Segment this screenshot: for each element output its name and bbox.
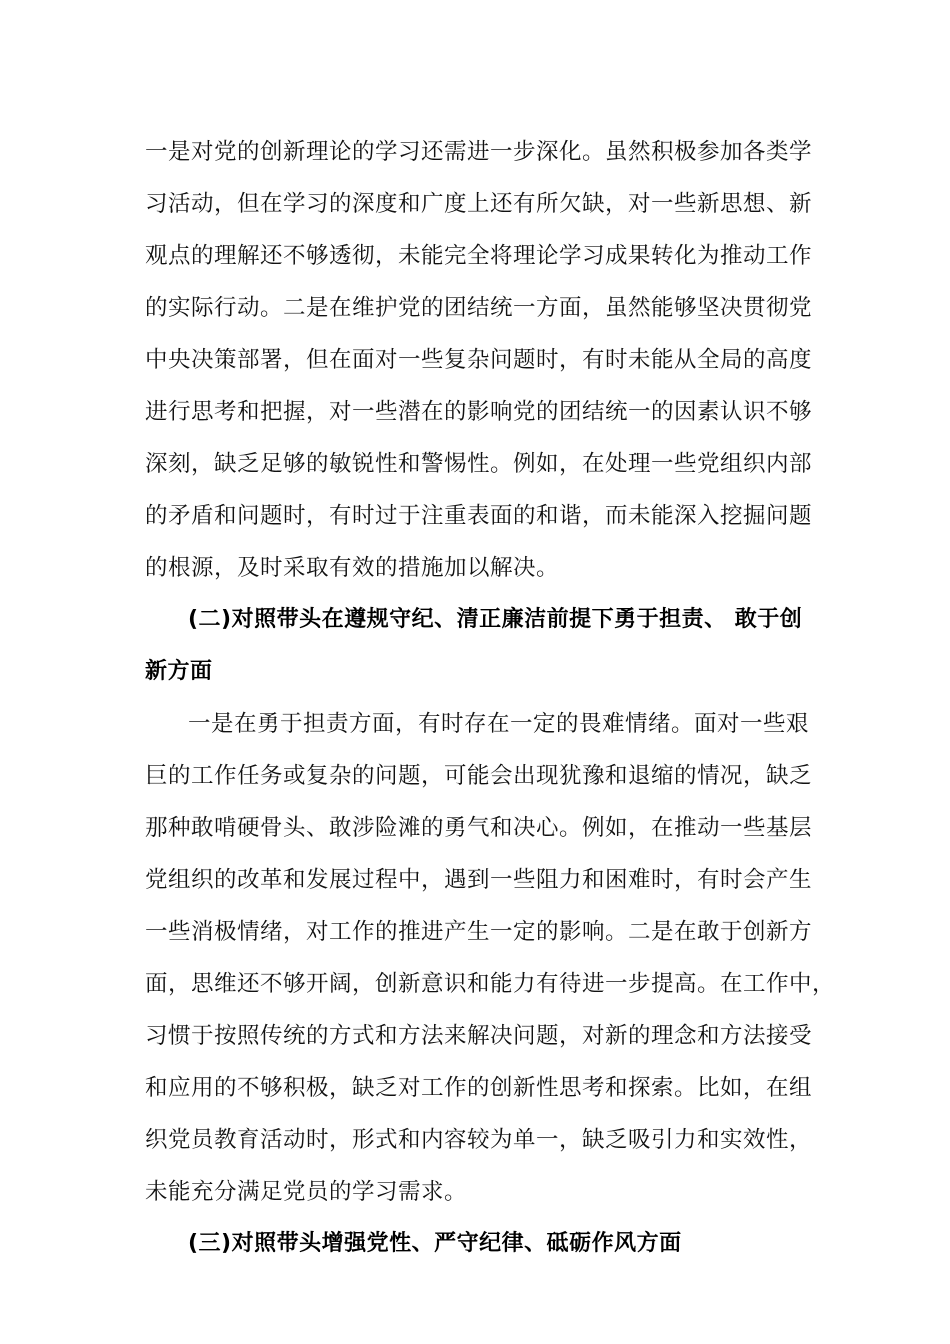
para1-line-5: 中央决策部署，但在面对一些复杂问题时，有时未能从全局的高度 <box>145 347 813 373</box>
section-heading-3: (三)对照带头增强党性、严守纪律、砥砺作风方面 <box>188 1231 682 1256</box>
para2-line-4: 党组织的改革和发展过程中，遇到一些阻力和困难时，有时会产生 <box>145 867 813 893</box>
para2-line-5: 一些消极情绪，对工作的推进产生一定的影响。二是在敢于创新方 <box>145 919 813 945</box>
para2-line-7: 习惯于按照传统的方式和方法来解决问题，对新的理念和方法接受 <box>145 1023 813 1049</box>
para2-line-6: 面，思维还不够开阔，创新意识和能力有待进一步提高。在工作中， <box>145 971 836 997</box>
para2-line-3: 那种敢啃硬骨头、敢涉险滩的勇气和决心。例如，在推动一些基层 <box>145 815 813 841</box>
para1-line-2: 习活动，但在学习的深度和广度上还有所欠缺，对一些新思想、新 <box>145 191 813 217</box>
para1-line-4: 的实际行动。二是在维护党的团结统一方面，虽然能够坚决贯彻党 <box>145 295 813 321</box>
section-heading-2-line-2: 新方面 <box>145 659 213 684</box>
para2-line-2: 巨的工作任务或复杂的问题，可能会出现犹豫和退缩的情况，缺乏 <box>145 763 813 789</box>
para1-line-8: 的矛盾和问题时，有时过于注重表面的和谐，而未能深入挖掘问题 <box>145 503 813 529</box>
para1-line-9: 的根源，及时采取有效的措施加以解决。 <box>145 555 560 581</box>
para2-line-10: 未能充分满足党员的学习需求。 <box>145 1179 468 1205</box>
para2-line-1: 一是在勇于担责方面，有时存在一定的畏难情绪。面对一些艰 <box>188 711 810 737</box>
para1-line-1: 一是对党的创新理论的学习还需进一步深化。虽然积极参加各类学 <box>145 139 813 165</box>
para1-line-6: 进行思考和把握，对一些潜在的影响党的团结统一的因素认识不够 <box>145 399 813 425</box>
para2-line-8: 和应用的不够积极，缺乏对工作的创新性思考和探索。比如，在组 <box>145 1075 813 1101</box>
para1-line-7: 深刻，缺乏足够的敏锐性和警惕性。例如，在处理一些党组织内部 <box>145 451 813 477</box>
para2-line-9: 织党员教育活动时，形式和内容较为单一，缺乏吸引力和实效性， <box>145 1127 813 1153</box>
section-heading-2-line-1: (二)对照带头在遵规守纪、清正廉洁前提下勇于担责、 敢于创 <box>188 607 803 632</box>
para1-line-3: 观点的理解还不够透彻，未能完全将理论学习成果转化为推动工作 <box>145 243 813 269</box>
